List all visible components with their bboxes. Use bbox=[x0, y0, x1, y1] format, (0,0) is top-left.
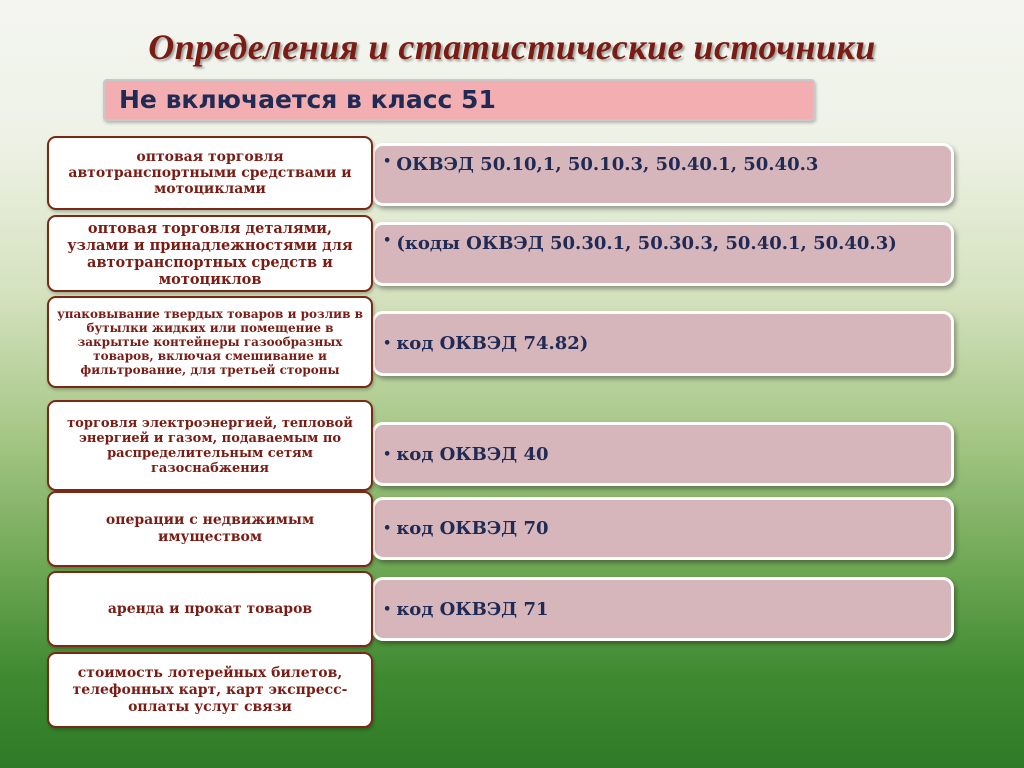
category-box-4 bbox=[47, 400, 373, 491]
okved-text-6: код ОКВЭД 71 bbox=[396, 598, 549, 620]
okved-text-3: код ОКВЭД 74.82) bbox=[396, 333, 589, 354]
bullet: • bbox=[383, 446, 392, 462]
okved-box-4 bbox=[372, 422, 954, 486]
okved-text-4: код ОКВЭД 40 bbox=[396, 443, 549, 465]
category-box-5 bbox=[47, 491, 373, 567]
category-text-7: стоимость лотерейных билетов, телефонных карт, карт экспресс-оплаты услуг связи bbox=[72, 664, 348, 715]
okved-text-1: ОКВЭД 50.10,1, 50.10.3, 50.40.1, 50.40.3 bbox=[396, 154, 819, 175]
okved-box-5 bbox=[372, 497, 954, 560]
category-box-2 bbox=[47, 215, 373, 292]
category-text-5: операции с недвижимым имуществом bbox=[105, 512, 315, 545]
bullet: • bbox=[383, 521, 392, 536]
category-box-7 bbox=[47, 652, 373, 728]
bullet: • bbox=[383, 233, 392, 248]
category-box-3 bbox=[47, 296, 373, 388]
okved-box-2 bbox=[372, 222, 954, 286]
okved-text-2: (коды ОКВЭД 50.30.1, 50.30.3, 50.40.1, 50.40.3) bbox=[396, 233, 897, 254]
category-text-2: оптовая торговля деталями, узлами и принадлежностями для автотранспортных средств и мотоциклов bbox=[67, 219, 353, 288]
category-box-1 bbox=[47, 136, 373, 210]
category-text-4: торговля электроэнергией, тепловой энергией и газом, подаваемым по распределительным сетям газоснабжения bbox=[67, 415, 353, 476]
category-text-3: упаковывание твердых товаров и розлив в бутылки жидких или помещение в закрытые контейнеры газообразных товаров, включая смешивание и фильтрование, для третьей стороны bbox=[57, 307, 363, 377]
slide-title: Определения и статистические источники bbox=[148, 27, 876, 67]
okved-text-5: код ОКВЭД 70 bbox=[396, 518, 549, 539]
okved-box-3 bbox=[372, 311, 954, 376]
category-text-1: оптовая торговля автотранспортными средствами и мотоциклами bbox=[68, 149, 352, 197]
category-text-6: аренда и прокат товаров bbox=[107, 600, 313, 617]
okved-box-1 bbox=[372, 143, 954, 206]
category-box-6 bbox=[47, 571, 373, 647]
bullet: • bbox=[383, 154, 392, 169]
bullet: • bbox=[383, 601, 392, 617]
okved-box-6 bbox=[372, 577, 954, 641]
subtitle-banner: Не включается в класс 51 bbox=[103, 79, 815, 121]
bullet: • bbox=[383, 336, 392, 351]
